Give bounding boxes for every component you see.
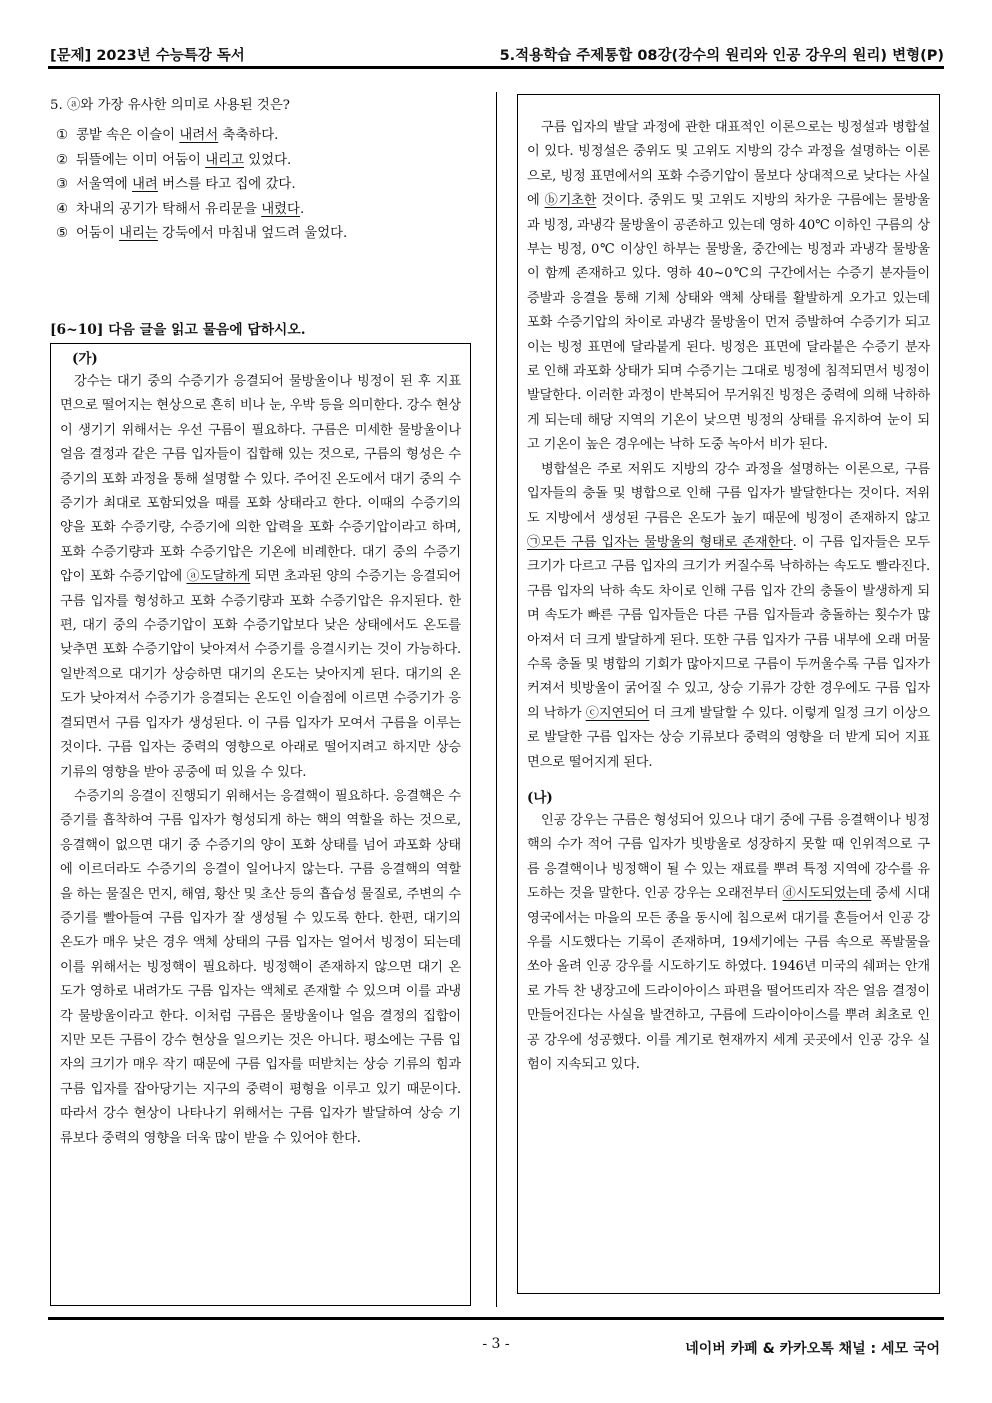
passage-box-right bbox=[517, 94, 940, 1294]
passage-box-left bbox=[50, 343, 471, 1306]
option-5[interactable]: ⑤ 어둠이 내리는 강둑에서 마침내 엎드려 울었다. bbox=[56, 226, 348, 241]
marker-g-sentence: ㉠모든 구름 입자는 물방울의 형태로 존재한다 bbox=[527, 534, 793, 550]
option-2[interactable]: ② 뒤뜰에는 이미 어둠이 내리고 있었다. bbox=[56, 152, 292, 168]
header-right-title: 5.적용학습 주제통합 08강(강수의 원리와 인공 강우의 원리) 변형(P) bbox=[499, 48, 944, 64]
question-5-title: 5. ⓐ와 가장 유사한 의미로 사용된 것은? bbox=[50, 98, 290, 113]
passage-ga-paragraph-1: 강수는 대기 중의 수증기가 응결되어 물방울이나 빙정이 된 후 지표면으로 떨어지는 현상으로 흔히 비나 눈, 우박 등을 의미한다. 강수 현상이 생기기 위해서는 우선 구름이 필요하다. 구름은 미세한 물방울이나 얼음 결정과 같은 구름 입자들이 집합해 있는 것으로, 구름의 형성은 수증기의 포화 과정을 통해 설명할 수 있다. 주어진 온도에서 대기 중의 수증기가 최대로 포함되었을 때를 포화 상태라고 한다. 이때의 수증기의 양을 포화 수증기량, 수증기에 의한 압력을 포화 수증기압이라고 하며, 포화 수증기량과 포화 수증기압은 기온에 비례한다. 대기 중의 수증기압이 포화 수증기압에 ⓐ도달하게 되면 초과된 양의 수증기는 응결되어 구름 입자를 형성하고 포화 수증기량과 포화 수증기압은 유지된다. 한편, 대기 중의 수증기압이 포화 수증기압보다 낮은 상태에서도 온도를 낮추면 포화 수증기압이 낮아져서 수증기를 응결시키는 것이 가능하다. 일반적으로 대기가 상승하면 대기의 온도는 낮아지게 된다. 대기의 온도가 낮아져서 수증기가 응결되는 온도인 이슬점에 이르면 수증기가 응결되면서 구름 입자가 생성된다. 이 구름 입자가 모여서 구름을 이루는 것이다. 구름 입자는 중력의 영향으로 아래로 떨어지려고 하지만 상승 기류의 영향을 받아 공중에 떠 있을 수 있다. bbox=[60, 374, 461, 780]
section-label-ga: (가) bbox=[72, 351, 98, 367]
option-1[interactable]: ① 콩밭 속은 이슬이 내려서 축축하다. bbox=[56, 128, 279, 143]
footer-rule bbox=[48, 1317, 944, 1320]
column-divider bbox=[496, 92, 497, 1307]
passage-ga-paragraph-2: 수증기의 응결이 진행되기 위해서는 응결핵이 필요하다. 응결핵은 수증기를 흡착하여 구름 입자가 형성되게 하는 핵의 역할을 하는 것으로, 응결핵이 없으면 대기 중 수증기의 양이 포화 상태를 넘어 과포화 상태에 이르더라도 수증기의 응결이 일어나지 않는다. 구름 응결핵의 역할을 하는 물질은 먼지, 해염, 황산 및 초산 등의 흡습성 물질로, 주변의 수증기를 빨아들여 구름 입자가 잘 생성될 수 있도록 한다. 한편, 대기의 온도가 매우 낮은 경우 액체 상태의 구름 입자는 얼어서 빙정이 되는데 이를 위해서는 빙정핵이 필요하다. 빙정핵이 존재하지 않으면 대기 온도가 영하로 내려가도 구름 입자는 액체로 존재할 수 있으며 이를 과냉각 물방울이라고 한다. 이처럼 구름은 물방울이나 얼음 결정의 집합이지만 모든 구름이 강수 현상을 일으키는 것은 아니다. 평소에는 구름 입자의 크기가 매우 작기 때문에 구름 입자를 떠받치는 상승 기류의 힘과 구름 입자를 잡아당기는 지구의 중력이 평형을 이루고 있기 때문이다. 따라서 강수 현상이 나타나기 위해서는 구름 입자가 발달하여 상승 기류보다 중력의 영향을 더욱 많이 받을 수 있어야 한다. bbox=[60, 788, 461, 1146]
header-rule bbox=[48, 66, 944, 69]
section-label-na: (나) bbox=[527, 789, 553, 806]
option-4[interactable]: ④ 차내의 공기가 탁해서 유리문을 내렸다. bbox=[56, 201, 305, 217]
passage-na-paragraph-1: 인공 강우는 구름은 형성되어 있으나 대기 중에 구름 응결핵이나 빙정핵의 수가 적어 구름 입자가 빗방울로 성장하지 못할 때 인위적으로 구름 응결핵이나 빙정핵이 될 수 있는 재료를 뿌려 특정 지역에 강수를 유도하는 것을 말한다. 인공 강우는 오래전부터 ⓓ시도되었는데 중세 시대 영국에서는 마을의 모든 종을 동시에 침으로써 대기를 흔들어서 인공 강우를 시도했다는 기록이 존재하며, 19세기에는 구름 속으로 폭발물을 쏘아 올려 인공 강우를 시도하기도 하였다. 1946년 미국의 쉐퍼는 안개로 가득 찬 냉장고에 드라이아이스 파편을 떨어뜨리자 작은 얼음 결정이 만들어진다는 사실을 발견하고, 구름에 드라이아이스를 뿌려 최초로 인공 강우에 성공했다. 이를 계기로 현재까지 세계 곳곳에서 인공 강우 실험이 지속되고 있다. bbox=[527, 812, 930, 1073]
option-4-target-word: 내렸다 bbox=[261, 201, 300, 217]
marker-c-word: ⓒ지연되어 bbox=[585, 705, 650, 721]
marker-b-word: ⓑ기초한 bbox=[544, 193, 597, 209]
option-2-target-word: 내리고 bbox=[205, 152, 244, 168]
footer-channel-info: 네이버 카페 & 카카오톡 채널 : 세모 국어 bbox=[685, 1341, 940, 1357]
option-1-target-word: 내려서 bbox=[179, 128, 219, 143]
option-5-target-word: 내리는 bbox=[119, 226, 158, 241]
section-gap bbox=[527, 775, 930, 787]
page-number: - 3 - bbox=[482, 1336, 510, 1352]
option-3[interactable]: ③ 서울역에 내려 버스를 타고 집에 갔다. bbox=[56, 177, 296, 192]
passage-ga-paragraph-3: 구름 입자의 발달 과정에 관한 대표적인 이론으로는 빙정설과 병합설이 있다. 빙정설은 중위도 및 고위도 지방의 강수 과정을 설명하는 이론으로, 빙정 표면에서의 포화 수증기압이 물보다 상대적으로 낮다는 사실에 ⓑ기초한 것이다. 중위도 및 고위도 지방의 차가운 구름에는 물방울과 빙정, 과냉각 물방울이 공존하고 있는데 영하 40℃ 이하인 구름의 상부는 빙정, 0℃ 이상인 하부는 물방울, 중간에는 빙정과 과냉각 물방울이 함께 존재하고 있다. 영하 40~0℃의 구간에서는 수증기 분자들이 증발과 응결을 통해 기체 상태와 액체 상태를 활발하게 오가고 있는데 포화 수증기압의 차이로 과냉각 물방울이 먼저 증발하여 수증기가 되고 이는 빙정 표면에 달라붙게 된다. 빙정은 표면에 달라붙은 수증기 분자로 인해 과포화 상태가 되며 수증기는 그대로 빙정에 침적되면서 빙정이 발달한다. 이러한 과정이 반복되어 무거워진 빙정은 중력에 의해 낙하하게 되는데 해당 지역의 기온이 낮으면 빙정의 상태를 유지하여 눈이 되고 기온이 높은 경우에는 낙하 도중 녹아서 비가 된다. bbox=[527, 120, 930, 453]
option-3-target-word: 내려 bbox=[132, 177, 158, 192]
header-left-title: [문제] 2023년 수능특강 독서 bbox=[50, 48, 245, 64]
question-5-options bbox=[56, 124, 347, 247]
marker-d-word: ⓓ시도되었는데 bbox=[782, 886, 872, 902]
passage-instruction: [6~10] 다음 글을 읽고 물음에 답하시오. bbox=[50, 322, 306, 338]
marker-a-word: ⓐ도달하게 bbox=[186, 569, 251, 585]
passage-ga-paragraph-4: 병합설은 주로 저위도 지방의 강수 과정을 설명하는 이론으로, 구름 입자들의 충돌 및 병합으로 인해 구름 입자가 발달한다는 것이다. 저위도 지방에서 생성된 구름은 온도가 높기 때문에 빙정이 존재하지 않고 ㉠모든 구름 입자는 물방울의 형태로 존재한다. 이 구름 입자들은 모두 크기가 다르고 구름 입자의 크기가 커질수록 낙하하는 속도도 빨라진다. 구름 입자의 낙하 속도 차이로 인해 구름 입자 간의 충돌이 발생하게 되며 속도가 빠른 구름 입자들은 다른 구름 입자들과 충돌하는 횟수가 많아져서 더 크게 발달하게 된다. 또한 구름 입자가 구름 내부에 오래 머물수록 충돌 및 병합의 기회가 많아지므로 구름이 두꺼울수록 구름 입자가 커져서 빗방울이 굵어질 수 있고, 상승 기류가 강한 경우에도 구름 입자의 낙하가 ⓒ지연되어 더 크게 발달할 수 있다. 이렇게 일정 크기 이상으로 발달한 구름 입자는 상승 기류보다 중력의 영향을 더 받게 되어 지표면으로 떨어지게 된다. bbox=[527, 461, 930, 770]
